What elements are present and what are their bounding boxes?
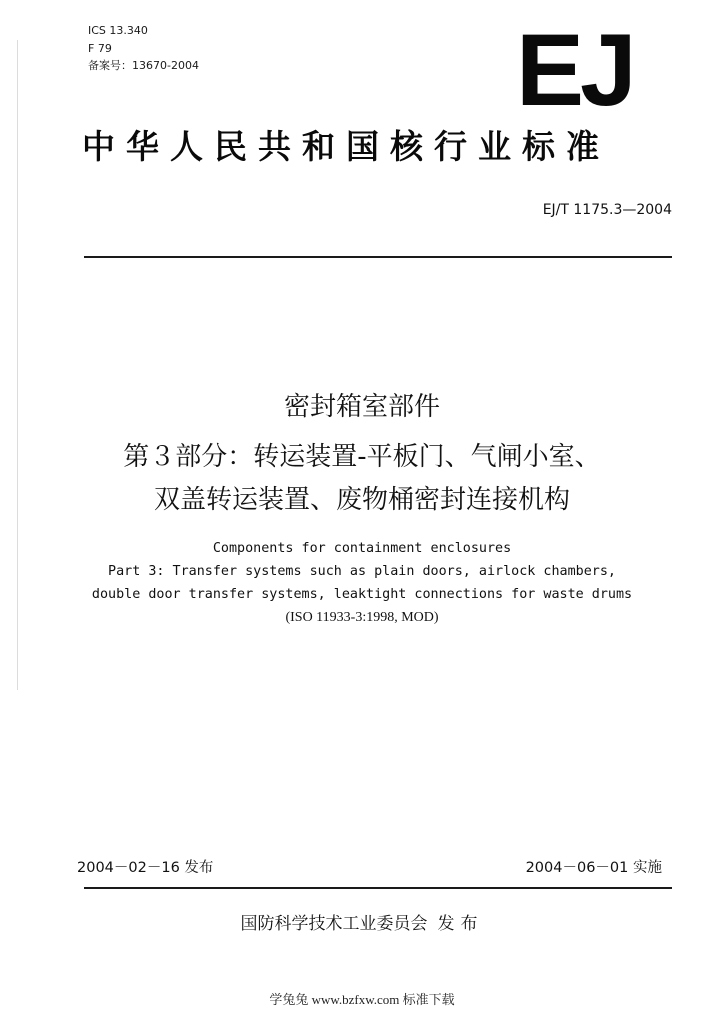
issuer-name: 国防科学技术工业委员会 <box>240 914 428 934</box>
ics-code: ICS 13.340 <box>88 24 148 37</box>
standard-number: EJ/T 1175.3—2004 <box>542 202 672 218</box>
ej-logo: EJ <box>516 13 633 127</box>
iso-reference: (ISO 11933-3:1998, MOD) <box>285 610 439 625</box>
scan-artifact-line <box>17 40 18 690</box>
chinese-title-line-3: 双盖转运装置、废物桶密封连接机构 <box>153 485 570 515</box>
organization-title: 中华人民共和国核行业标准 <box>82 127 610 166</box>
chinese-title-line-2: 第３部分：转运装置-平板门、气闸小室、 <box>123 442 601 472</box>
issue-date: 2004－02－16 发布 <box>77 860 214 876</box>
english-title-line-1: Components for containment enclosures <box>212 541 512 556</box>
issuer-line <box>40 911 684 937</box>
download-footer: 学兔兔 www.bzfxw.com 标准下载 <box>269 992 455 1007</box>
chinese-title-line-1: 密封箱室部件 <box>283 392 440 422</box>
ccs-code: F 79 <box>88 42 112 55</box>
top-divider <box>84 256 672 258</box>
record-number: 备案号：13670-2004 <box>88 59 199 72</box>
bottom-divider <box>84 887 672 889</box>
issuer-verb: 发布 <box>437 914 484 934</box>
english-title-line-2: Part 3: Transfer systems such as plain doors, airlock chambers, <box>108 564 616 579</box>
english-title-line-3: double door transfer systems, leaktight connections for waste drums <box>91 587 633 602</box>
implementation-date: 2004－06－01 实施 <box>525 860 662 876</box>
